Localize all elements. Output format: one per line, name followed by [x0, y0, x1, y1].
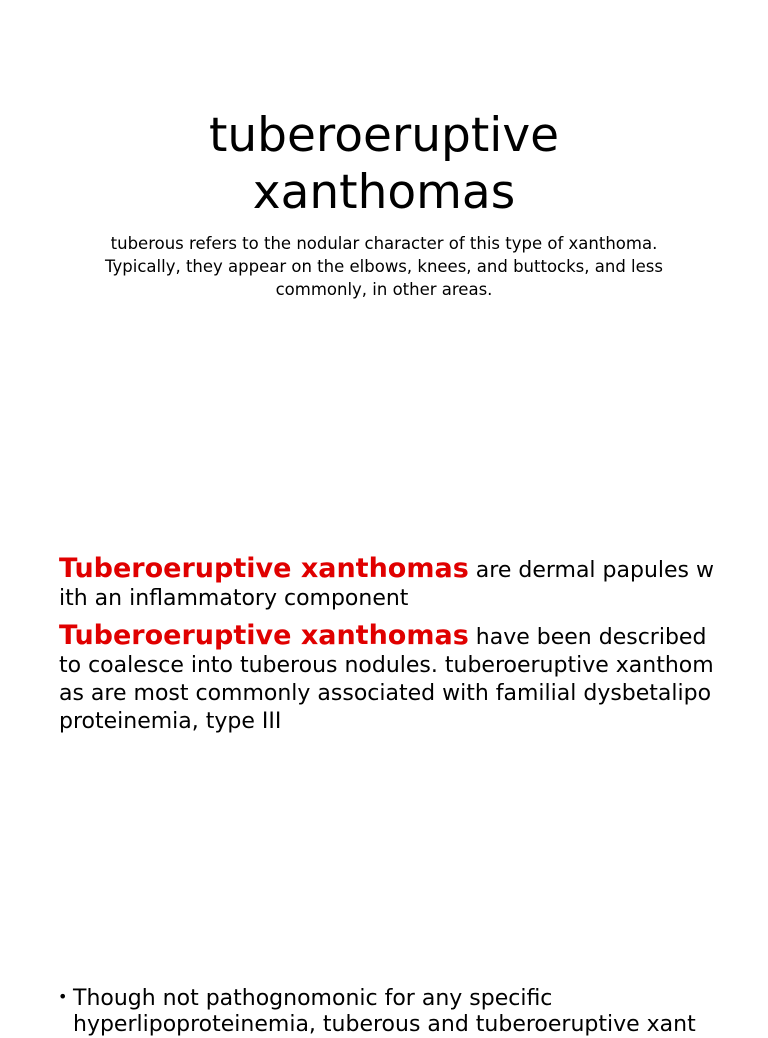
paragraph-2-text: have been described to coalesce into tuberous nodules. tuberoeruptive xanthomas are most commonly associated with familial dysbetalipoproteinemia, type III [59, 625, 714, 734]
title-line-1: tuberoeruptive [208, 108, 560, 163]
paragraph-1-text: are dermal papules with an inflammatory component [59, 558, 714, 611]
paragraph-1-emphasis: Tuberoeruptive xanthomas [59, 553, 469, 584]
slide-title [0, 107, 768, 221]
bullet-item [58, 984, 768, 1038]
bullet-line-1: Though not pathognomonic for any specific [73, 986, 553, 1011]
paragraph-1 [59, 555, 719, 613]
paragraph-2-emphasis: Tuberoeruptive xanthomas [59, 620, 469, 651]
bullet-line-2: hyperlipoproteinemia, tuberous and tuberoeruptive xant [73, 1012, 696, 1037]
title-line-2: xanthomas [252, 165, 516, 220]
bullet-marker: • [58, 987, 68, 1006]
slide-subtitle: tuberous refers to the nodular character of this type of xanthoma. Typically, they appear on the elbows, knees, and buttocks, and less commonly, in other areas. [105, 234, 663, 299]
paragraph-2 [59, 622, 719, 736]
